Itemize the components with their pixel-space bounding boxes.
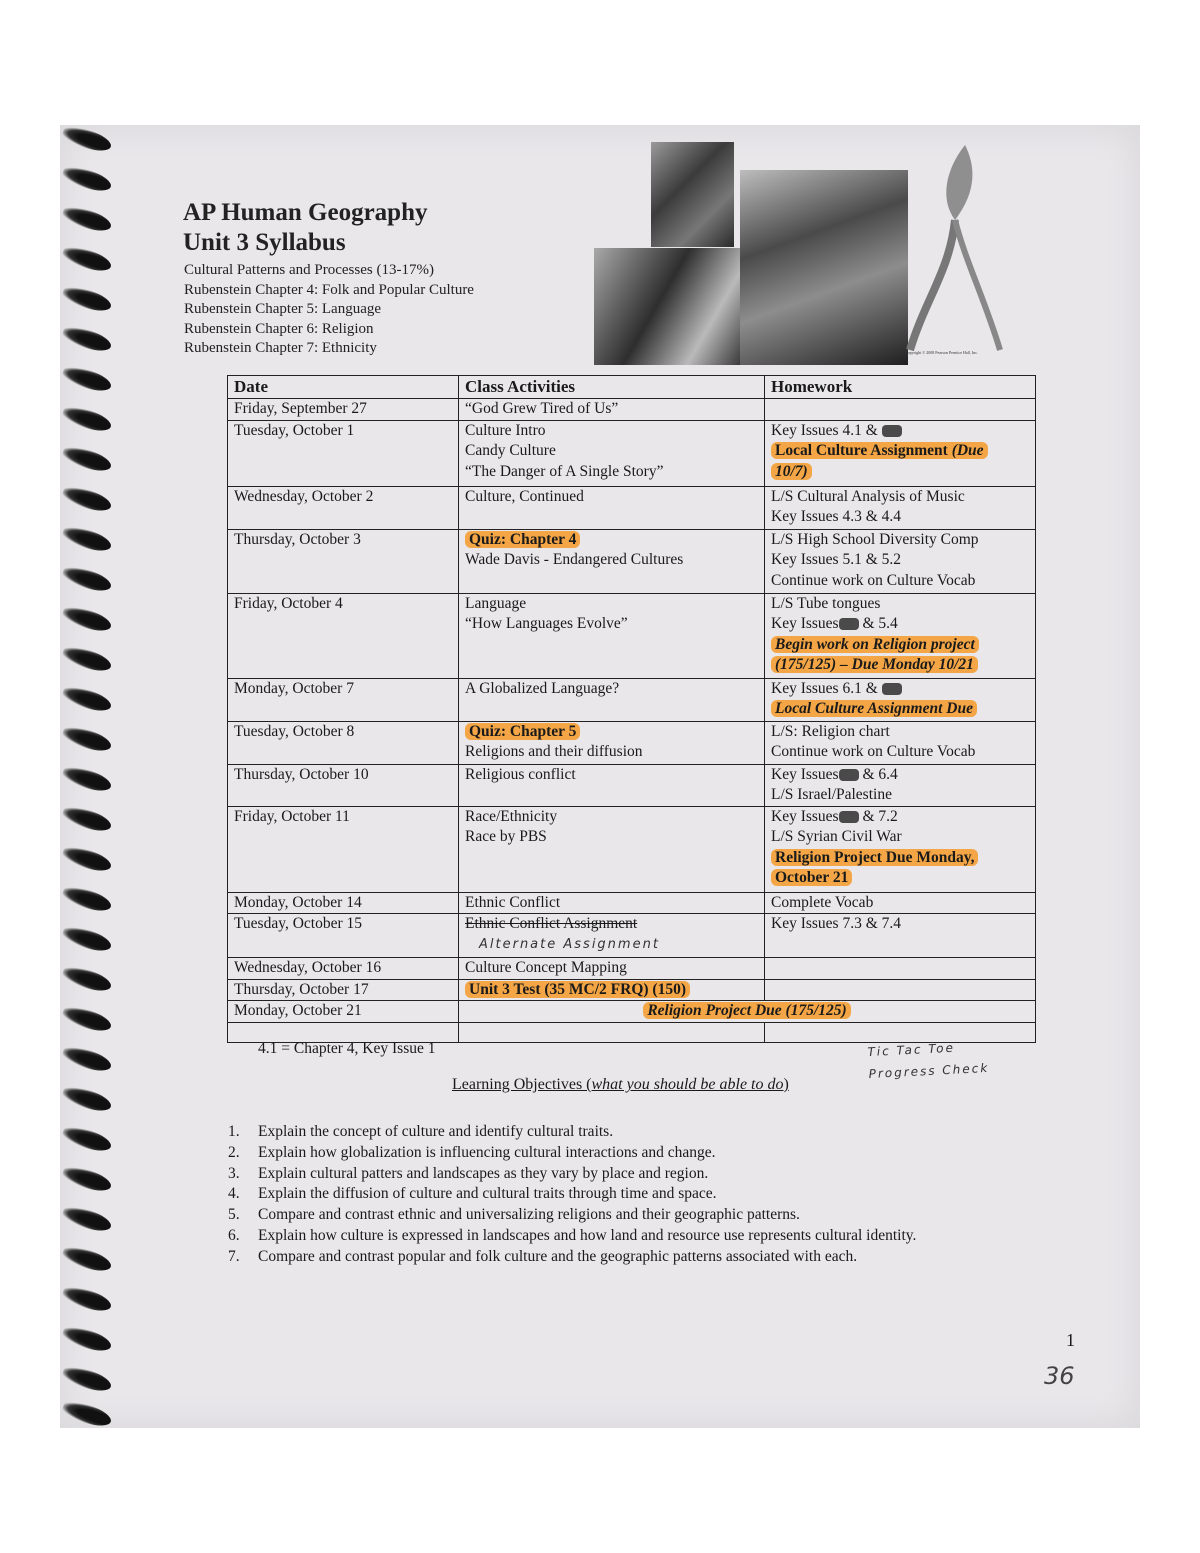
homework-line — [771, 868, 1029, 889]
activity-line: Culture, Continued — [465, 487, 584, 505]
activity-line — [465, 722, 758, 743]
homework-cell — [765, 529, 1036, 593]
objective-text: Compare and contrast popular and folk culture and the geographic patterns associated with each. — [258, 1247, 858, 1265]
activity-line: Religions and their diffusion — [465, 743, 643, 760]
empty-cell — [459, 1022, 765, 1042]
objective-text: Explain cultural patters and landscapes as they vary by place and region. — [258, 1164, 709, 1182]
chapter-list — [184, 261, 474, 359]
learning-objectives-title — [452, 1076, 789, 1094]
date-cell: Tuesday, October 1 — [228, 420, 459, 486]
homework-line — [771, 679, 1029, 700]
list-item: 1. Explain the concept of culture and identify cultural traits. — [228, 1123, 614, 1140]
table-row — [228, 420, 1036, 486]
homework-cell — [765, 721, 1036, 764]
table-row — [228, 486, 1036, 529]
highlighted-assignment: October 21 — [771, 869, 852, 886]
homework-line: Continue work on Culture Vocab — [771, 571, 976, 589]
table-row — [228, 806, 1036, 892]
table-header-row — [228, 376, 1036, 399]
homework-line — [771, 441, 1029, 462]
homework-line — [771, 699, 1029, 720]
highlighted-assignment: Begin work on Religion project — [771, 636, 979, 653]
homework-cell — [765, 399, 1036, 421]
homework-cell — [765, 678, 1036, 721]
activity-line: “God Grew Tired of Us” — [465, 400, 619, 417]
banjo-player-photo — [651, 142, 734, 247]
activity-cell — [459, 678, 765, 721]
homework-text: Local Culture Assignment — [775, 442, 948, 459]
page-number: 1 — [1066, 1330, 1075, 1350]
table-row — [228, 721, 1036, 764]
homework-cell — [765, 593, 1036, 678]
photo-copyright: Copyright © 2008 Pearson Prentice Hall, Inc. — [905, 350, 979, 355]
activity-cell — [459, 593, 765, 678]
list-item: 3. Explain cultural patters and landscapes as they vary by place and region. — [228, 1164, 709, 1182]
date-cell: Friday, October 11 — [228, 806, 459, 892]
table-row — [228, 678, 1036, 721]
activity-cell — [459, 529, 765, 593]
homework-text: Key Issues 4.1 & — [771, 421, 878, 439]
header-class-activities: Class Activities — [459, 376, 765, 399]
date-cell: Tuesday, October 15 — [228, 914, 459, 958]
redaction-mark — [882, 683, 902, 695]
homework-line: Complete Vocab — [771, 893, 874, 911]
activity-line: Race by PBS — [465, 828, 547, 845]
homework-cell — [765, 914, 1036, 958]
activity-line: Culture Concept Mapping — [465, 959, 627, 976]
subtitle-line: Rubenstein Chapter 6: Religion — [184, 320, 374, 337]
leaf-sculpture-illustration — [905, 140, 1005, 355]
objective-text: Explain how globalization is influencing cultural interactions and change. — [258, 1143, 716, 1161]
homework-cell — [765, 420, 1036, 486]
activity-line: A Globalized Language? — [465, 679, 620, 697]
activity-line: Ethnic Conflict Assignment — [465, 915, 638, 932]
handwritten-page-number: 36 — [1044, 1362, 1075, 1390]
objectives-title-end: ) — [783, 1076, 789, 1093]
date-cell: Thursday, October 17 — [228, 979, 459, 1001]
activity-cell — [459, 764, 765, 806]
homework-line — [771, 807, 1029, 828]
activity-cell — [459, 399, 765, 421]
objectives-list — [228, 1122, 916, 1268]
redaction-mark — [839, 769, 859, 781]
date-cell: Friday, October 4 — [228, 593, 459, 678]
activity-cell — [459, 892, 765, 914]
activity-line — [465, 530, 758, 551]
table-row — [228, 958, 1036, 980]
date-cell: Thursday, October 3 — [228, 529, 459, 593]
subtitle-line: Rubenstein Chapter 7: Ethnicity — [184, 340, 377, 356]
activity-line: Candy Culture — [465, 442, 556, 459]
objectives-title-italic: what you should be able to do — [591, 1076, 784, 1093]
homework-text: & 6.4 — [862, 765, 898, 783]
homework-line — [771, 848, 1029, 869]
highlighted-assignment: Religion Project Due Monday, — [771, 849, 978, 866]
table-row — [228, 1001, 1036, 1023]
family-group-photo — [740, 170, 908, 365]
activity-cell — [459, 420, 765, 486]
objective-text: Explain how culture is expressed in landscapes and how land and resource use represents cultural identity. — [258, 1226, 917, 1244]
homework-text: Key Issues — [771, 765, 839, 783]
homework-text: Key Issues — [771, 807, 839, 825]
highlighted-assignment: (175/125) – Due Monday 10/21 — [771, 656, 978, 673]
activity-line: Religious conflict — [465, 765, 576, 783]
religion-project-due: Religion Project Due (175/125) — [643, 1002, 850, 1019]
activity-line: Culture Intro — [465, 421, 546, 439]
highlighted-assignment: Local Culture Assignment Due — [771, 700, 977, 717]
list-item: 5. Compare and contrast ethnic and universalizing religions and their geographic patterns. — [228, 1206, 800, 1224]
table-row — [228, 593, 1036, 678]
table-row — [228, 399, 1036, 421]
date-cell: Wednesday, October 16 — [228, 958, 459, 980]
activity-cell — [459, 958, 765, 980]
date-cell: Monday, October 7 — [228, 678, 459, 721]
activity-line: “How Languages Evolve” — [465, 615, 628, 632]
handwritten-line: Progress Check — [868, 1060, 990, 1082]
syllabus-title — [183, 198, 427, 258]
homework-cell — [765, 764, 1036, 806]
homework-line — [771, 765, 1029, 786]
activity-cell — [459, 914, 765, 958]
homework-line: Key Issues 7.3 & 7.4 — [771, 915, 902, 932]
date-cell: Monday, October 21 — [228, 1001, 459, 1023]
activity-line: Ethnic Conflict — [465, 893, 561, 911]
list-item: 4. Explain the diffusion of culture and cultural traits through time and space. — [228, 1185, 717, 1203]
homework-line: L/S Israel/Palestine — [771, 786, 892, 803]
quiz-highlight: Quiz: Chapter 4 — [465, 531, 580, 548]
date-cell: Monday, October 14 — [228, 892, 459, 914]
activity-line: “The Danger of A Single Story” — [465, 462, 664, 480]
date-cell: Thursday, October 10 — [228, 764, 459, 806]
homework-text: Key Issues 6.1 & — [771, 679, 878, 697]
homework-line — [771, 421, 1029, 442]
objective-text: Explain the diffusion of culture and cultural traits through time and space. — [258, 1185, 717, 1203]
homework-cell — [765, 486, 1036, 529]
homework-line: Continue work on Culture Vocab — [771, 743, 976, 760]
subtitle-line: Rubenstein Chapter 4: Folk and Popular Culture — [184, 281, 474, 298]
homework-line — [771, 635, 1029, 656]
activity-cell — [459, 486, 765, 529]
homework-cell — [765, 892, 1036, 914]
activity-cell — [459, 979, 765, 1001]
date-cell: Wednesday, October 2 — [228, 486, 459, 529]
spiral-binding — [60, 125, 130, 1428]
activity-line: Race/Ethnicity — [465, 807, 558, 825]
key-issue-footnote: 4.1 = Chapter 4, Key Issue 1 — [258, 1040, 436, 1057]
homework-text: 10/7) — [771, 463, 812, 480]
subtitle-line: Cultural Patterns and Processes (13-17%) — [184, 262, 434, 278]
list-item: 2. Explain how globalization is influencing cultural interactions and change. — [228, 1143, 716, 1161]
objective-text: Explain the concept of culture and identify cultural traits. — [258, 1123, 614, 1140]
homework-text: & 5.4 — [862, 615, 898, 632]
homework-cell — [765, 958, 1036, 980]
homework-line: L/S Syrian Civil War — [771, 828, 902, 845]
activity-line: Wade Davis - Endangered Cultures — [465, 551, 684, 568]
homework-line: L/S High School Diversity Comp — [771, 530, 979, 548]
header-date: Date — [228, 376, 459, 399]
redaction-mark — [839, 618, 859, 630]
date-cell: Tuesday, October 8 — [228, 721, 459, 764]
merged-cell — [459, 1001, 1036, 1023]
list-item: 7. Compare and contrast popular and folk culture and the geographic patterns associated with each. — [228, 1247, 858, 1265]
homework-line: Key Issues 4.3 & 4.4 — [771, 508, 902, 525]
objectives-title-text: Learning Objectives ( — [452, 1076, 592, 1093]
objective-text: Compare and contrast ethnic and universalizing religions and their geographic patterns. — [258, 1206, 800, 1224]
handwritten-activity: Alternate Assignment — [479, 936, 660, 952]
quiz-highlight: Quiz: Chapter 5 — [465, 723, 580, 740]
homework-cell — [765, 806, 1036, 892]
homework-cell — [765, 979, 1036, 1001]
list-item: 6. Explain how culture is expressed in landscapes and how land and resource use represents cultural identity. — [228, 1226, 917, 1244]
homework-line: L/S Cultural Analysis of Music — [771, 487, 965, 505]
title-line-1: AP Human Geography — [183, 199, 428, 226]
homework-text: (Due — [951, 442, 984, 459]
homework-line — [771, 655, 1029, 676]
table-row — [228, 892, 1036, 914]
homework-line: L/S: Religion chart — [771, 722, 890, 740]
header-homework: Homework — [765, 376, 1036, 399]
handwritten-line: Tic Tac Toe — [867, 1040, 956, 1060]
highlighted-assignment — [771, 442, 988, 459]
table-row — [228, 764, 1036, 806]
empty-cell — [228, 1022, 459, 1042]
activity-line: Language — [465, 594, 527, 612]
homework-line: L/S Tube tongues — [771, 594, 881, 612]
table-row — [228, 529, 1036, 593]
band-photo — [594, 248, 740, 365]
test-highlight: Unit 3 Test (35 MC/2 FRQ) (150) — [465, 981, 690, 998]
table-row — [228, 914, 1036, 958]
homework-line: Key Issues 5.1 & 5.2 — [771, 551, 902, 568]
redaction-mark — [839, 811, 859, 823]
handwritten-note — [867, 1035, 990, 1085]
homework-line — [771, 462, 1029, 483]
homework-text: & 7.2 — [862, 807, 898, 825]
table-row — [228, 979, 1036, 1001]
homework-text: Key Issues — [771, 615, 839, 632]
title-line-2: Unit 3 Syllabus — [183, 229, 346, 256]
activity-cell — [459, 806, 765, 892]
homework-line — [771, 614, 1029, 635]
redaction-mark — [882, 425, 902, 437]
subtitle-line: Rubenstein Chapter 5: Language — [184, 301, 382, 317]
schedule-table — [227, 375, 1036, 1043]
activity-cell — [459, 721, 765, 764]
date-cell: Friday, September 27 — [228, 399, 459, 421]
